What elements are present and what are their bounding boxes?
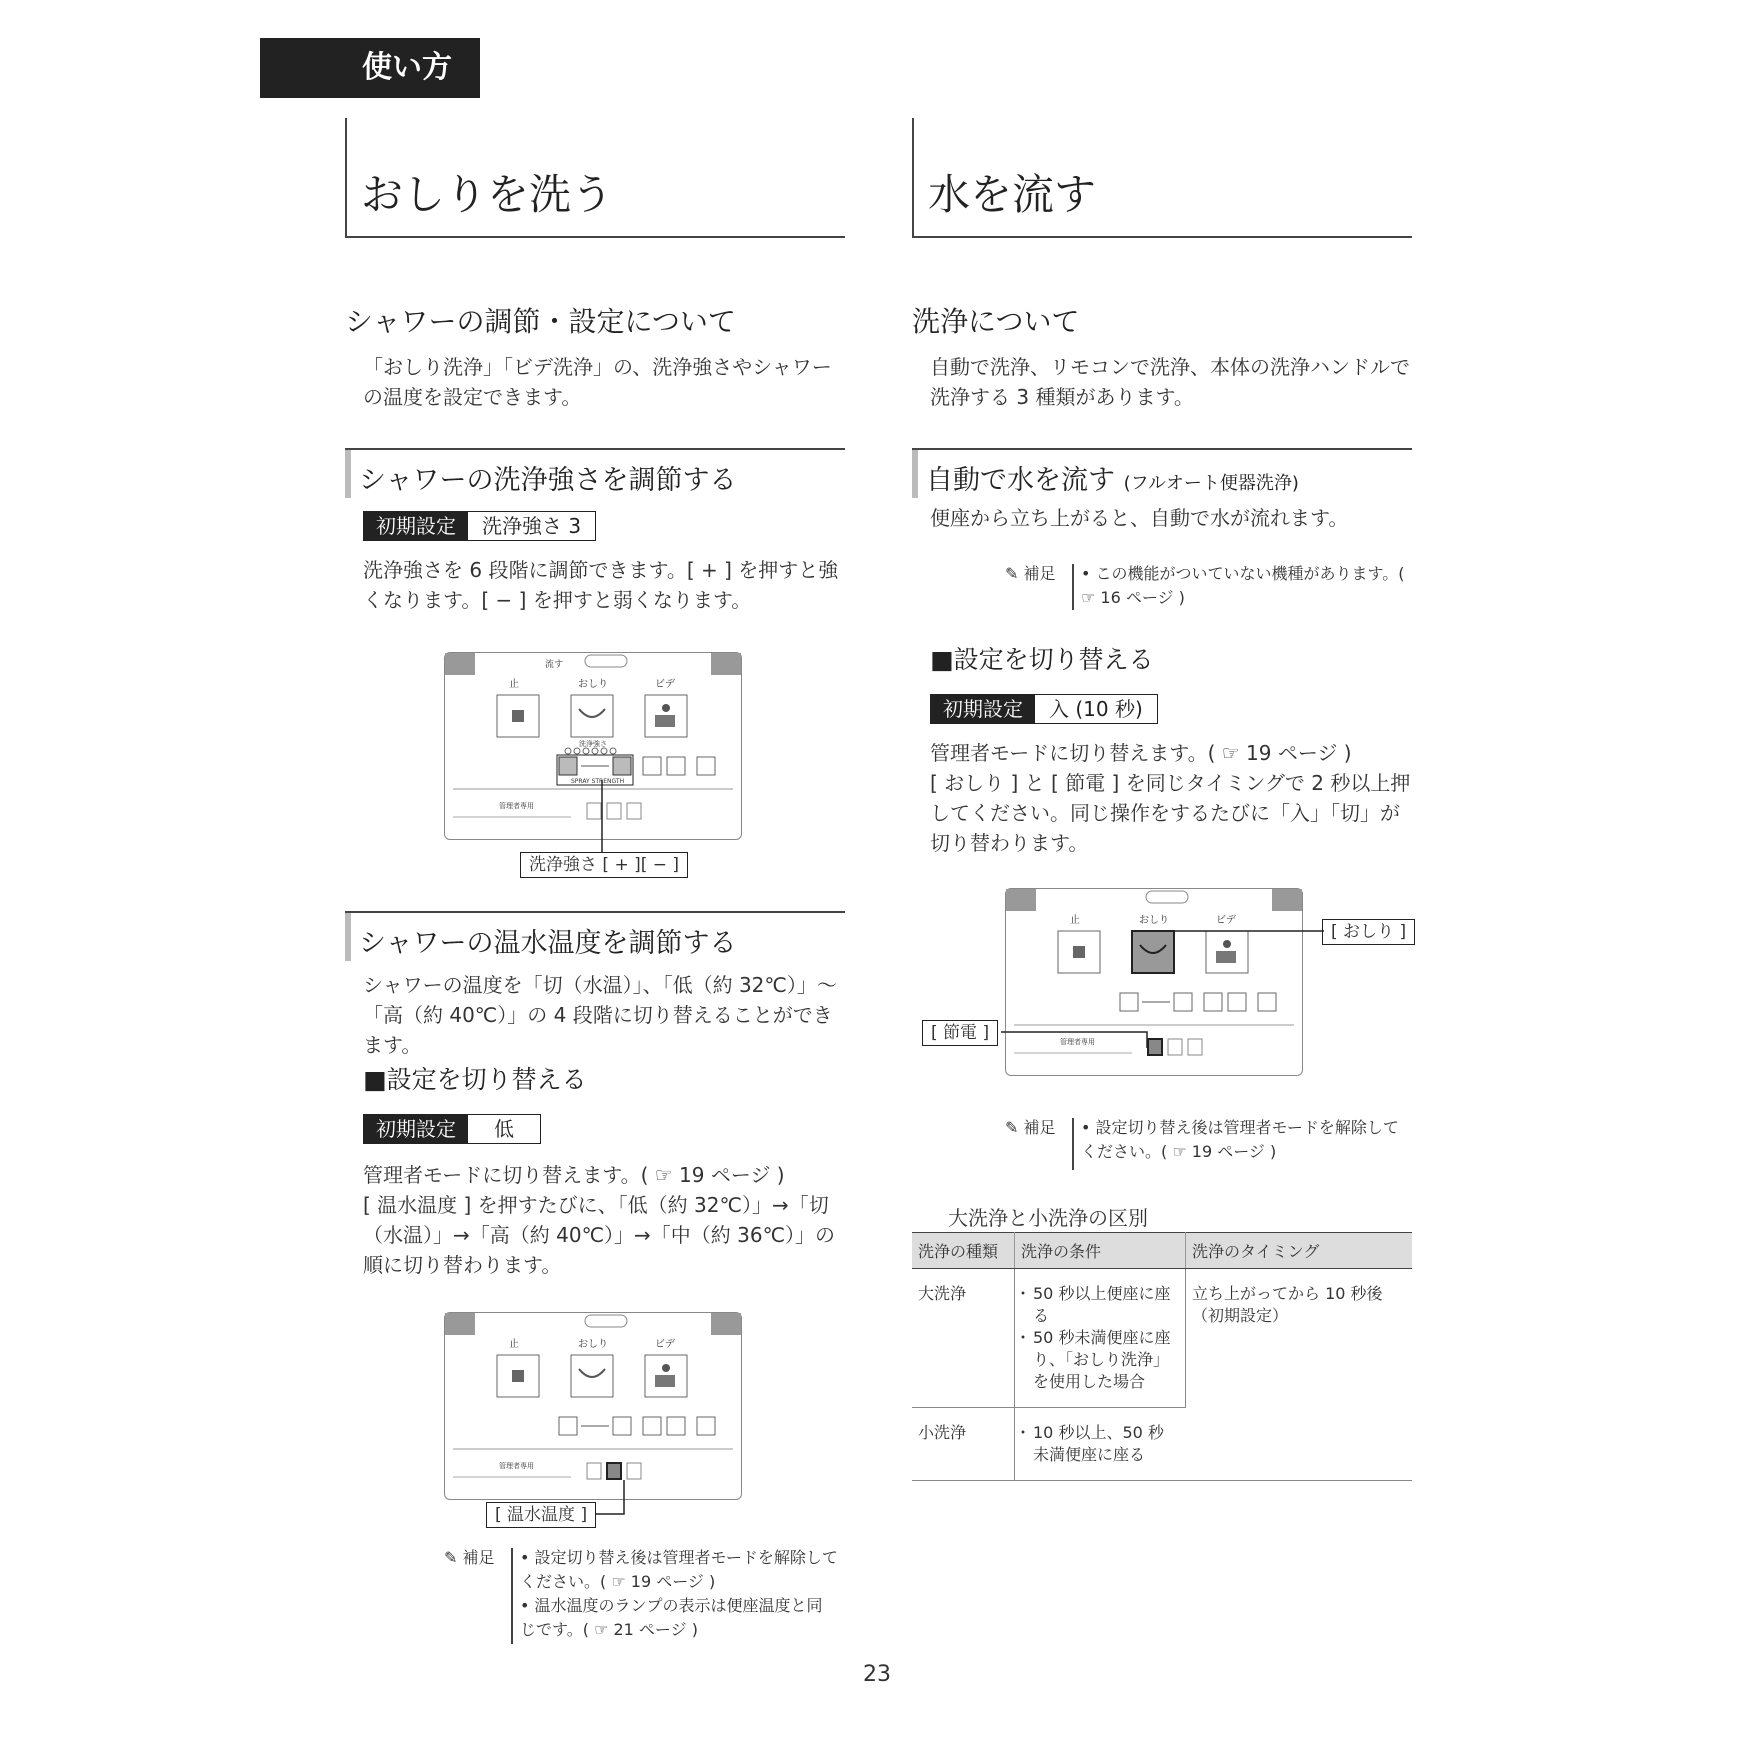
left-section-title: シャワーの調節・設定について bbox=[345, 305, 736, 338]
condition-item: ・ 10 秒以上、50 秒未満便座に座る bbox=[1021, 1422, 1180, 1466]
temp-text: シャワーの温度を「切（水温）」、「低（約 32℃）」～「高（約 40℃）」の 4 段階に切り替えることができます。 bbox=[363, 973, 837, 1057]
table-cell bbox=[1015, 1408, 1186, 1481]
note-item: • 設定切り替え後は管理者モードを解除してください。( ☞ 19 ページ ) bbox=[1081, 1118, 1399, 1161]
panel-flush-label: 流す bbox=[545, 660, 564, 670]
heading-bar bbox=[345, 913, 351, 961]
badge-value: 入 (10 秒) bbox=[1035, 695, 1157, 723]
remote-panel-1 bbox=[444, 652, 742, 840]
page-number: 23 bbox=[863, 1662, 891, 1687]
panel-stop-label: 止 bbox=[509, 679, 519, 690]
auto-heading bbox=[912, 448, 1412, 496]
note-label: ✎ 補足 bbox=[444, 1548, 495, 1567]
badge-key: 初期設定 bbox=[364, 512, 468, 540]
right-section-title: 洗浄について bbox=[912, 305, 1080, 338]
strength-heading bbox=[345, 448, 845, 496]
heading-bar bbox=[345, 450, 351, 498]
panel-bidet-label: ビデ bbox=[655, 1339, 675, 1350]
flush-table bbox=[912, 1232, 1412, 1481]
panel-shower-label: おしり bbox=[578, 679, 608, 690]
auto-subheading: ■設定を切り替える bbox=[930, 645, 1154, 674]
note-label: ✎ 補足 bbox=[1005, 1118, 1056, 1137]
left-page-title: おしりを洗う bbox=[361, 170, 614, 219]
table-caption: 大洗浄と小洗浄の区別 bbox=[948, 1206, 1148, 1230]
condition-item: ・ 50 秒未満便座に座り、「おしり洗浄」を使用した場合 bbox=[1021, 1327, 1179, 1393]
auto-heading-text: 自動で水を流す (フルオート便器洗浄) bbox=[926, 465, 1299, 496]
strength-default-badge bbox=[363, 511, 596, 541]
note-label: ✎ 補足 bbox=[1005, 564, 1056, 583]
table-header: 洗浄のタイミング bbox=[1186, 1233, 1413, 1269]
panel-bidet-label: ビデ bbox=[1216, 915, 1236, 926]
badge-value: 洗浄強さ 3 bbox=[468, 512, 595, 540]
table-cell: 立ち上がってから 10 秒後（初期設定） bbox=[1186, 1269, 1413, 1481]
badge-key: 初期設定 bbox=[931, 695, 1035, 723]
panel-admin-label: 管理者専用 bbox=[499, 802, 534, 810]
table-cell bbox=[1015, 1269, 1186, 1408]
auto-text-2: 管理者モードに切り替えます。( ☞ 19 ページ ) bbox=[930, 741, 1352, 765]
temp-text-2: 管理者モードに切り替えます。( ☞ 19 ページ ) bbox=[363, 1163, 785, 1187]
strength-callout: 洗浄強さ [ + ][ − ] bbox=[520, 852, 688, 878]
panel-shower-label: おしり bbox=[578, 1339, 608, 1350]
badge-value: 低 bbox=[468, 1115, 540, 1143]
strength-heading-text: シャワーの洗浄強さを調節する bbox=[359, 465, 737, 496]
chapter-tab: 使い方 bbox=[260, 38, 480, 98]
table-cell: 小洗浄 bbox=[912, 1408, 1015, 1481]
panel-stop-label: 止 bbox=[509, 1339, 519, 1350]
temp-subheading: ■設定を切り替える bbox=[363, 1065, 587, 1094]
right-section-text: 自動で洗浄、リモコンで洗浄、本体の洗浄ハンドルで洗浄する 3 種類があります。 bbox=[930, 355, 1410, 409]
note-item: • 温水温度のランプの表示は便座温度と同じです。( ☞ 21 ページ ) bbox=[520, 1596, 823, 1639]
temp-heading bbox=[345, 911, 845, 959]
left-title-box bbox=[345, 118, 845, 238]
panel-admin-label: 管理者専用 bbox=[499, 1462, 534, 1470]
panel-bidet-label: ビデ bbox=[655, 679, 675, 690]
right-title-box bbox=[912, 118, 1412, 238]
water-temp-callout: [ 温水温度 ] bbox=[486, 1502, 596, 1528]
temp-default-badge bbox=[363, 1114, 541, 1144]
auto-text: 便座から立ち上がると、自動で水が流れます。 bbox=[930, 506, 1349, 530]
temp-heading-text: シャワーの温水温度を調節する bbox=[359, 928, 737, 959]
strength-text: 洗浄強さを 6 段階に調節できます。[ + ] を押すと強くなります。[ − ] を押すと弱くなります。 bbox=[363, 558, 839, 612]
panel-spray-label: SPRAY STRENGTH bbox=[571, 778, 625, 785]
note-item: • 設定切り替え後は管理者モードを解除してください。( ☞ 19 ページ ) bbox=[520, 1548, 838, 1591]
note-item: • この機能がついていない機種があります。( ☞ 16 ページ ) bbox=[1081, 564, 1405, 607]
panel-admin-label: 管理者専用 bbox=[1060, 1038, 1095, 1046]
auto-default-badge bbox=[930, 694, 1158, 724]
oshiri-callout: [ おしり ] bbox=[1322, 919, 1415, 945]
strength-callout-line bbox=[600, 780, 604, 852]
note-divider bbox=[1072, 564, 1074, 610]
auto-heading-small: (フルオート便器洗浄) bbox=[1123, 473, 1299, 494]
panel-shower-label: おしり bbox=[1139, 915, 1169, 926]
auto-text-3: [ おしり ] と [ 節電 ] を同じタイミングで 2 秒以上押してください。同じ操作をするたびに「入」「切」が切り替わります。 bbox=[930, 771, 1411, 855]
panel-strength-label: 洗浄強さ bbox=[579, 740, 607, 748]
panel-stop-label: 止 bbox=[1070, 915, 1080, 926]
left-section-text: 「おしり洗浄」「ビデ洗浄」の、洗浄強さやシャワーの温度を設定できます。 bbox=[363, 355, 832, 409]
stop-icon bbox=[512, 710, 524, 722]
auto-note bbox=[1005, 562, 1405, 612]
table-header: 洗浄の条件 bbox=[1015, 1233, 1186, 1269]
table-row bbox=[912, 1269, 1412, 1408]
setsuden-callout: [ 節電 ] bbox=[922, 1020, 998, 1046]
oshiri-callout-line bbox=[1172, 929, 1324, 933]
temp-text-3: [ 温水温度 ] を押すたびに、「低（約 32℃）」→「切（水温）」→「高（約 40℃）」→「中（約 36℃）」の順に切り替わります。 bbox=[363, 1193, 836, 1277]
table-cell: 大洗浄 bbox=[912, 1269, 1015, 1408]
heading-bar bbox=[912, 450, 918, 498]
auto-note-2 bbox=[1005, 1116, 1405, 1172]
setsuden-callout-line bbox=[1001, 1030, 1153, 1050]
note-divider bbox=[1072, 1118, 1074, 1170]
water-temp-callout-line bbox=[596, 1480, 626, 1520]
bidet-icon bbox=[662, 704, 670, 712]
table-header: 洗浄の種類 bbox=[912, 1233, 1015, 1269]
temp-note bbox=[444, 1546, 844, 1646]
remote-panel-2 bbox=[444, 1312, 742, 1500]
right-page-title: 水を流す bbox=[928, 170, 1097, 219]
badge-key: 初期設定 bbox=[364, 1115, 468, 1143]
note-divider bbox=[511, 1548, 513, 1644]
condition-item: ・ 50 秒以上便座に座る bbox=[1021, 1283, 1179, 1327]
